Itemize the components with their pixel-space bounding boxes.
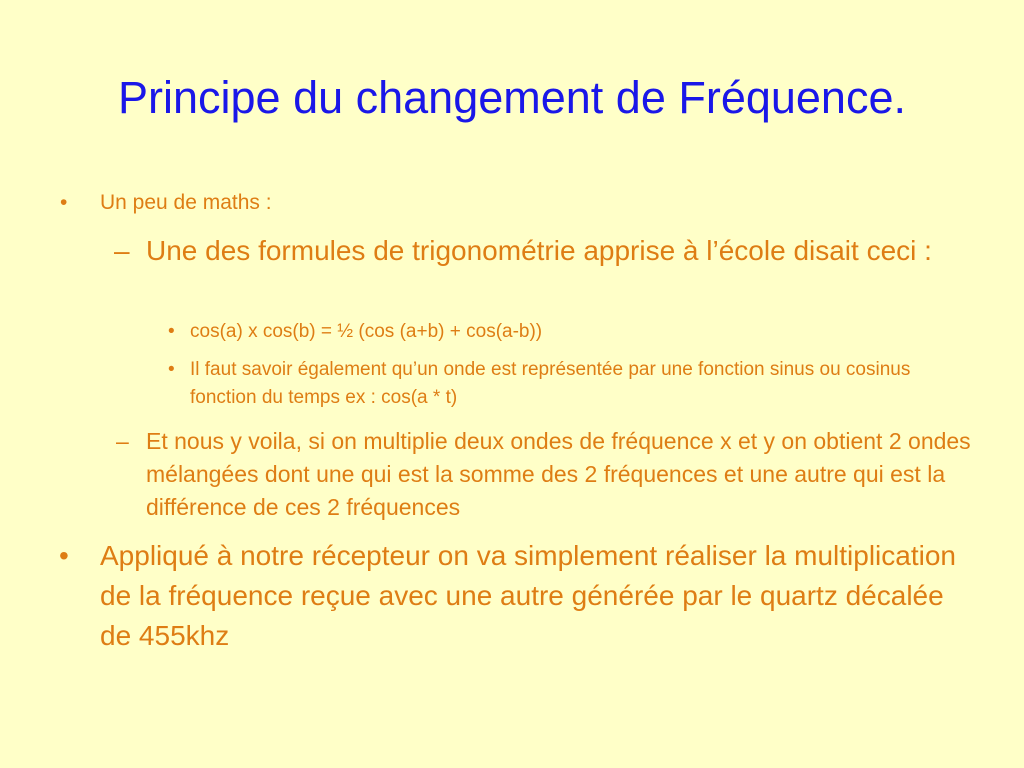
dash-marker: –	[116, 428, 129, 454]
bullet-text: Il faut savoir également qu’un onde est représentée par une fonction sinus ou cosinus fonction du temps ex : cos(a * t)	[190, 359, 911, 408]
bullet-marker: •	[168, 359, 175, 380]
bullet-level1	[60, 188, 980, 218]
bullet-level3	[168, 318, 950, 346]
bullet-text: Et nous y voila, si on multiplie deux ondes de fréquence x et y on obtient 2 ondes mélangées dont une qui est la somme des 2 fréquences et une autre qui est la différence de ces 2 fréquences	[146, 428, 971, 520]
bullet-text: cos(a) x cos(b) = ½ (cos (a+b) + cos(a-b))	[190, 321, 543, 342]
bullet-level2	[116, 425, 976, 524]
bullet-level1	[59, 536, 980, 656]
bullet-marker: •	[168, 321, 175, 342]
bullet-text: Une des formules de trigonométrie apprise à l’école disait ceci :	[146, 235, 932, 266]
bullet-text: Un peu de maths :	[100, 191, 272, 214]
bullet-level2	[114, 232, 966, 270]
bullet-marker: •	[59, 540, 69, 571]
bullet-text: Appliqué à notre récepteur on va simplement réaliser la multiplication de la fréquence reçue avec une autre générée par le quartz décalée de 455khz	[100, 540, 956, 651]
bullet-level3	[168, 356, 950, 412]
dash-marker: –	[114, 235, 130, 266]
slide-title: Principe du changement de Fréquence.	[117, 72, 906, 123]
bullet-marker: •	[60, 191, 68, 214]
